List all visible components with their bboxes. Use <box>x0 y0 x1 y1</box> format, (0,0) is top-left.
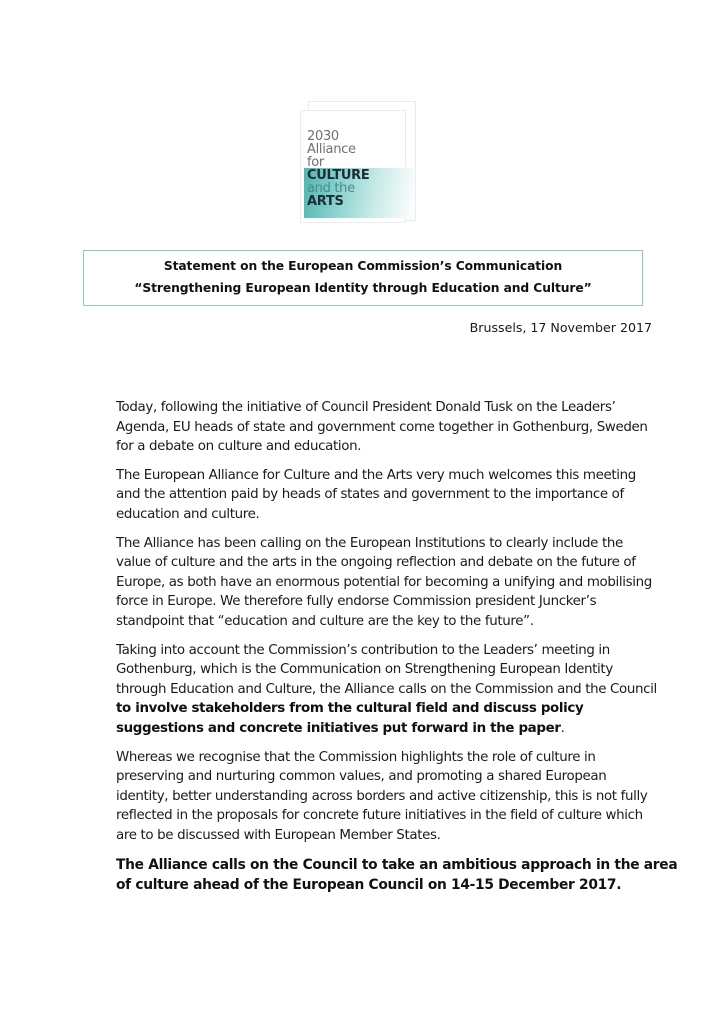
logo-culture: CULTURE <box>307 168 370 183</box>
logo-and-the: and the <box>307 181 355 196</box>
statement-title-box <box>83 250 643 306</box>
bold-text-line: suggestions and concrete initiatives put forward in the paper <box>116 720 561 736</box>
text-line: are to be discussed with European Member States. <box>116 827 441 843</box>
text-line: Europe, as both have an enormous potential for becoming a unifying and mobilising <box>116 574 652 590</box>
text-line: for a debate on culture and education. <box>116 439 362 455</box>
logo-wordmark <box>307 130 369 208</box>
text-line: and the attention paid by heads of states and government to the importance of <box>116 487 624 503</box>
statement-body <box>116 398 678 895</box>
closing-line: The Alliance calls on the Council to take an ambitious approach in the area <box>116 857 678 874</box>
paragraph-alliance-calling <box>116 534 656 632</box>
text-line: education and culture. <box>116 506 260 522</box>
text-line: value of culture and the arts in the ongoing reflection and debate on the future of <box>116 555 636 571</box>
closing-line: of culture ahead of the European Council on 14-15 December 2017. <box>116 877 622 894</box>
text-line: through Education and Culture, the Alliance calls on the Commission and the Council <box>116 681 657 697</box>
text-line: Gothenburg, which is the Communication on Strengthening European Identity <box>116 662 613 678</box>
text-line: Today, following the initiative of Council President Donald Tusk on the Leaders’ <box>116 400 616 415</box>
text-line: standpoint that “education and culture are the key to the future”. <box>116 613 534 629</box>
text-line: The European Alliance for Culture and the Arts very much welcomes this meeting <box>116 467 636 483</box>
text-line: identity, better understanding across borders and active citizenship, this is not fully <box>116 788 648 804</box>
text-line: force in Europe. We therefore fully endorse Commission president Juncker’s <box>116 594 597 610</box>
alliance-logo <box>300 101 406 217</box>
logo-arts: ARTS <box>307 194 344 209</box>
text-line: Taking into account the Commission’s contribution to the Leaders’ meeting in <box>116 642 610 658</box>
statement-title: Statement on the European Commission’s Communication <box>163 259 563 273</box>
paragraph-welcome <box>116 466 656 525</box>
paragraph-intro <box>116 398 656 457</box>
statement-subtitle: “Strengthening European Identity through Education and Culture” <box>134 281 592 295</box>
text-line: The Alliance has been calling on the European Institutions to clearly include the <box>116 535 623 551</box>
text-line: reflected in the proposals for concrete future initiatives in the field of culture which <box>116 808 643 824</box>
text-line: preserving and nurturing common values, and promoting a shared European <box>116 769 607 785</box>
trailing-period: . <box>560 720 565 736</box>
closing-statement <box>116 855 678 895</box>
text-line: Whereas we recognise that the Commission highlights the role of culture in <box>116 749 596 765</box>
bold-text-line: to involve stakeholders from the cultural field and discuss policy <box>116 701 584 717</box>
logo-for: for <box>307 155 324 170</box>
paragraph-whereas <box>116 748 656 846</box>
dateline: Brussels, 17 November 2017 <box>469 320 652 335</box>
paragraph-taking-into-account <box>116 641 656 739</box>
logo-alliance: Alliance <box>307 142 356 157</box>
text-line: Agenda, EU heads of state and government come together in Gothenburg, Sweden <box>116 419 648 435</box>
logo-year: 2030 <box>307 129 339 144</box>
